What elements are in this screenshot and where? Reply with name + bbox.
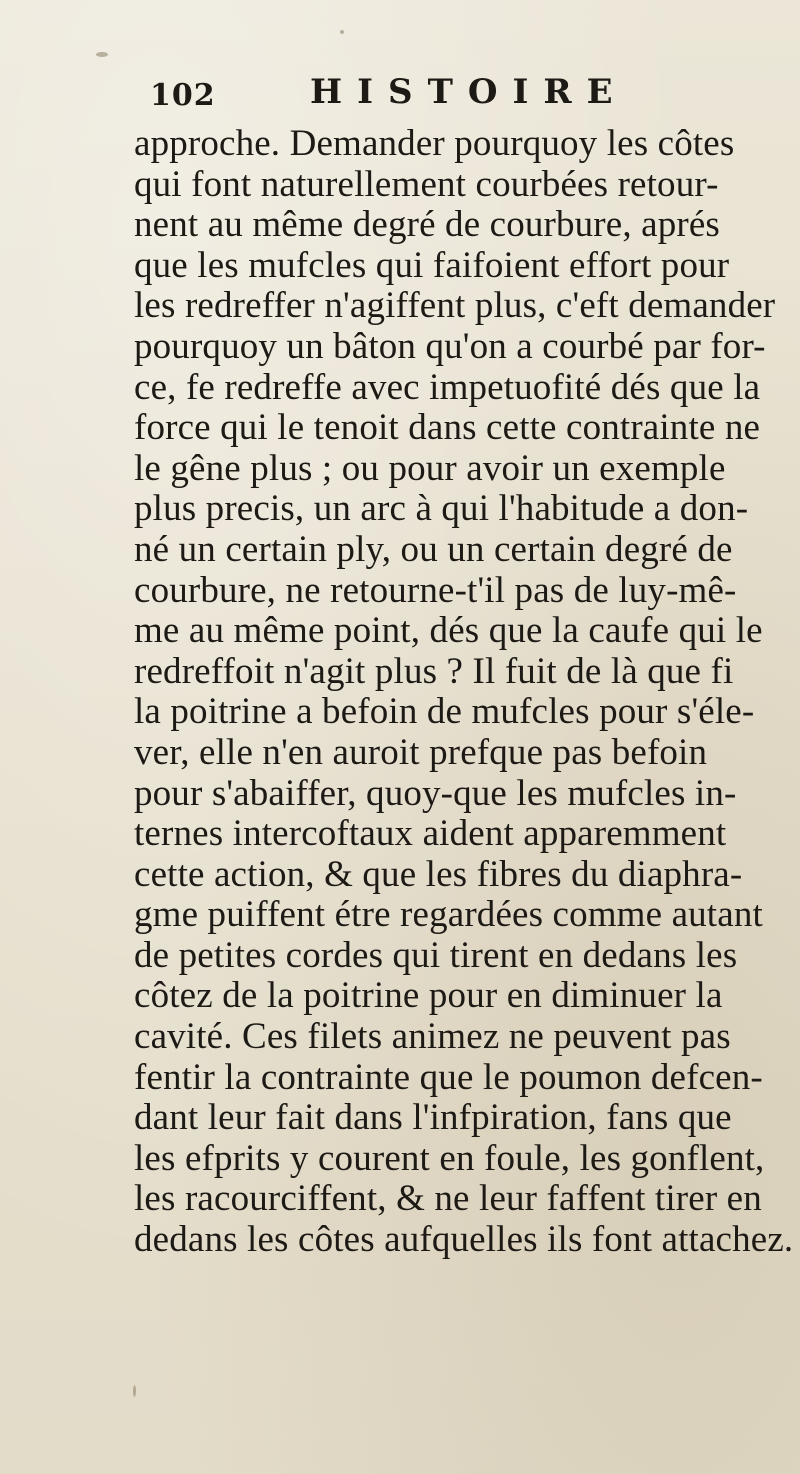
text-line: les redreffer n'agiffent plus, c'eft demander	[134, 285, 776, 327]
text-line: côtez de la poitrine pour en diminuer la	[134, 975, 723, 1017]
text-line: ternes intercoftaux aident apparemment	[134, 813, 727, 855]
text-line: cette action, & que les fibres du diaphra-	[134, 853, 743, 895]
text-line: le gêne plus ; ou pour avoir un exemple	[134, 447, 726, 489]
text-line: plus precis, un arc à qui l'habitude a don-	[134, 488, 749, 530]
text-line: dant leur fait dans l'infpiration, fans que	[134, 1097, 732, 1139]
text-line: la poitrine a befoin de mufcles pour s'éle-	[134, 691, 755, 733]
text-line: nent au même degré de courbure, aprés	[134, 204, 720, 246]
text-line: dedans les côtes aufquelles ils font attachez.	[134, 1219, 794, 1261]
text-line: les efprits y courent en foule, les gonflent,	[134, 1137, 765, 1179]
text-line: gme puiffent étre regardées comme autant	[134, 894, 763, 936]
text-body	[134, 124, 794, 1261]
text-line: les racourciffent, & ne leur faffent tirer en	[134, 1178, 762, 1220]
ink-speck	[133, 1385, 136, 1397]
text-line: force qui le tenoit dans cette contrainte ne	[134, 407, 761, 449]
text-line: ce, fe redreffe avec impetuofité dés que la	[134, 366, 761, 408]
text-line: pourquoy un bâton qu'on a courbé par for-	[134, 325, 766, 367]
text-line: né un certain ply, ou un certain degré de	[134, 528, 733, 570]
text-line: approche. Demander pourquoy les côtes	[134, 123, 735, 164]
text-line: fentir la contrainte que le poumon defcen-	[134, 1056, 763, 1098]
page-number: 102	[150, 78, 216, 113]
ink-speck	[96, 52, 108, 57]
text-line: qui font naturellement courbées retour-	[134, 163, 719, 205]
text-line: courbure, ne retourne-t'il pas de luy-mê-	[134, 569, 737, 611]
text-line: ver, elle n'en auroit prefque pas befoin	[134, 731, 708, 773]
ink-speck	[340, 30, 344, 34]
text-line: pour s'abaiffer, quoy-que les mufcles in-	[134, 772, 737, 814]
text-line: me au même point, dés que la caufe qui le	[134, 610, 763, 652]
text-line: redreffoit n'agit plus ? Il fuit de là que fi	[134, 650, 734, 692]
running-title: HISTOIRE	[310, 72, 628, 112]
text-line: que les mufcles qui faifoient effort pour	[134, 244, 730, 286]
text-line: de petites cordes qui tirent en dedans les	[134, 934, 738, 976]
text-line: cavité. Ces filets animez ne peuvent pas	[134, 1016, 731, 1058]
running-head	[150, 72, 710, 122]
